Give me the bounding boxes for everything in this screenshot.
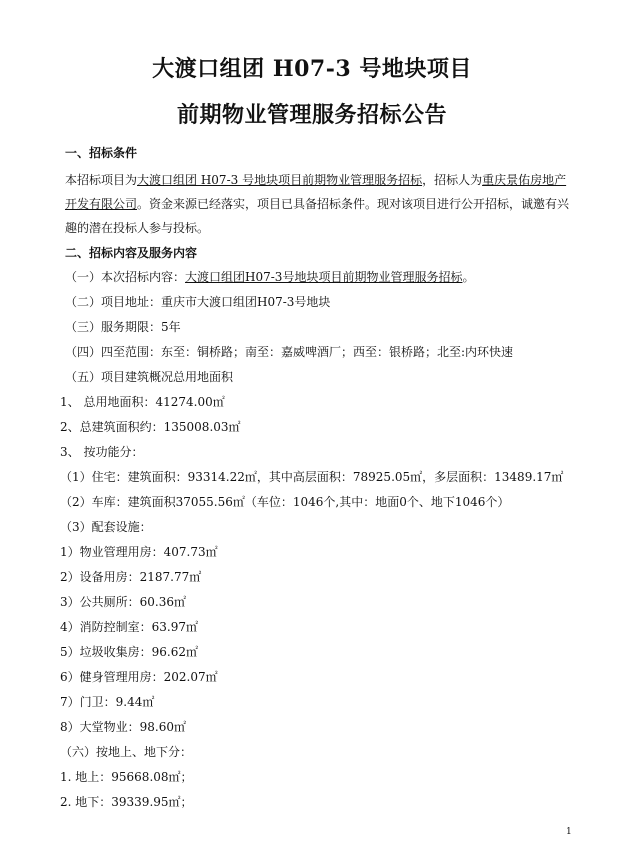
section2-item-2: （三）服务期限：5年 xyxy=(65,320,181,334)
section1-text-a: 本招标项目为 xyxy=(65,173,138,187)
item0-suffix: 。 xyxy=(462,270,475,284)
section2-item-6: 2、总建筑面积约：135008.03㎡ xyxy=(60,420,241,434)
document-title-line2: 前期物业管理服务招标公告 xyxy=(176,102,447,128)
section1-heading: 一、招标条件 xyxy=(65,146,138,160)
section2-item-4: （五）项目建筑概况总用地面积 xyxy=(65,370,234,384)
section2-item-19: （六）按地上、地下分： xyxy=(60,745,193,759)
section1-text-c: 。资金来源已经落实，项目已具备招标条件。现对该项目进行公开招标，诚邀有兴趣的潜在投标人参与投标。 xyxy=(65,197,570,235)
document-title-line1: 大渡口组团 H07-3 号地块项目 xyxy=(152,56,472,82)
section2-item-11: 1）物业管理用房：407.73㎡ xyxy=(60,545,218,559)
section1-project-name: 大渡口组团 H07-3 号地块项目前期物业管理服务招标 xyxy=(137,173,423,187)
section2-heading: 二、招标内容及服务内容 xyxy=(65,246,198,260)
section2-item-9: （2）车库：建筑面积37055.56㎡（车位：1046个,其中：地面0个、地下1046个） xyxy=(60,495,510,509)
section2-item-21: 2. 地下：39339.95㎡； xyxy=(60,795,193,809)
section1-text-b: ，招标人为 xyxy=(422,173,483,187)
section2-item-0 xyxy=(65,268,474,285)
section2-item-14: 4）消防控制室：63.97㎡ xyxy=(60,620,198,634)
section2-item-5: 1、 总用地面积：41274.00㎡ xyxy=(60,395,225,409)
section2-item-12: 2）设备用房：2187.77㎡ xyxy=(60,570,202,584)
item0-prefix: （一）本次招标内容： xyxy=(65,270,186,284)
section1-tenderer: 重庆景佑房地产开发有限公司 xyxy=(65,173,567,211)
page-number: 1 xyxy=(566,827,572,837)
section2-item-7: 3、 按功能分： xyxy=(60,445,144,459)
section2-item-17: 7）门卫：9.44㎡ xyxy=(60,695,155,709)
item0-underlined: 大渡口组团H07-3号地块项目前期物业管理服务招标 xyxy=(185,270,463,284)
section2-item-20: 1. 地上：95668.08㎡； xyxy=(60,770,193,784)
section2-item-13: 3）公共厕所：60.36㎡ xyxy=(60,595,186,609)
section2-item-16: 6）健身管理用房：202.07㎡ xyxy=(60,670,218,684)
section2-item-15: 5）垃圾收集房：96.62㎡ xyxy=(60,645,198,659)
section2-item-10: （3）配套设施： xyxy=(60,520,152,534)
section2-item-1: （二）项目地址：重庆市大渡口组团H07-3号地块 xyxy=(65,295,331,309)
section1-paragraph xyxy=(65,168,575,240)
section2-item-3: （四）四至范围：东至：铜桥路；南至：嘉威啤酒厂；西至：银桥路；北至:内环快速 xyxy=(65,345,514,359)
section2-item-8: （1）住宅：建筑面积：93314.22㎡，其中高层面积：78925.05㎡，多层面积：13489.17㎡ xyxy=(60,470,564,484)
section2-item-18: 8）大堂物业：98.60㎡ xyxy=(60,720,186,734)
